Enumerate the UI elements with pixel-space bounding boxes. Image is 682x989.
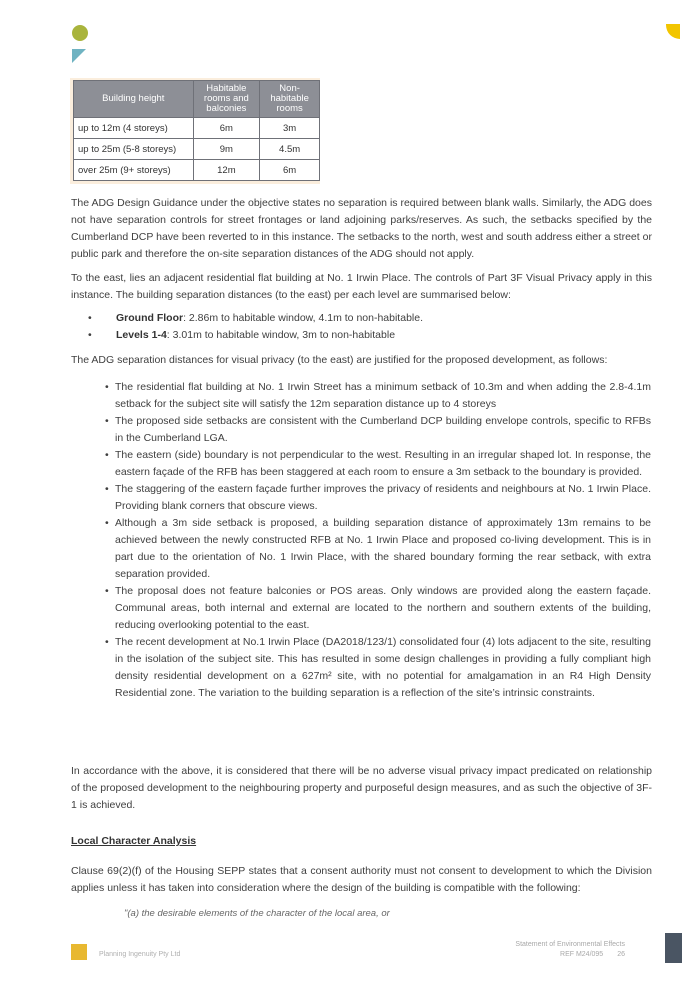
list-item-text: 3.01m to habitable window, 3m to non-habitable: [172, 329, 396, 341]
table-cell: up to 12m (4 storeys): [74, 118, 194, 139]
list-item: [88, 310, 648, 327]
quote-text: "(a) the desirable elements of the character of the local area, or: [124, 908, 390, 919]
table-cell: 9m: [193, 139, 260, 160]
list-item-label: Levels 1-4: [116, 329, 167, 341]
list-item: • The residential flat building at No. 1 Irwin Street has a minimum setback of 10.3m and when adding the 2.8-4.1m setback for the subject site will satisfy the 12m separation distance up to 4 storeys: [105, 379, 651, 413]
list-item-separator: :: [166, 329, 173, 341]
list-item-separator: :: [183, 312, 189, 324]
paragraph-clause: Clause 69(2)(f) of the Housing SEPP states that a consent authority must not consent to development to which the Division applies unless it has taken into consideration where the design of the building is compatible with the following:: [71, 865, 652, 894]
footer-bar: [665, 933, 682, 963]
decorative-triangle-icon: [72, 49, 86, 63]
table-row: [74, 139, 320, 160]
table-cell: up to 25m (5-8 storeys): [74, 139, 194, 160]
separation-table-panel: [70, 78, 320, 184]
table-header-row: [74, 81, 320, 118]
justification-list: [105, 379, 651, 702]
footer-company: Planning Ingenuity Pty Ltd: [99, 951, 181, 958]
table-header-cell: Habitable rooms and balconies: [193, 81, 260, 118]
table-row: [74, 118, 320, 139]
list-item: • The proposal does not feature balconies or POS areas. Only windows are provided along the eastern façade. Communal areas, both internal and external are located to the northern and southern extents of the building, reducing overlooking potential to the east.: [105, 583, 651, 634]
decorative-circle-icon: [72, 25, 88, 41]
table-cell: 3m: [260, 118, 320, 139]
decorative-corner-icon: [666, 24, 680, 39]
table-header-cell: Building height: [74, 81, 194, 118]
level-separation-list: [88, 310, 648, 344]
paragraph-justification-intro: The ADG separation distances for visual privacy (to the east) are justified for the proposed development, as follows:: [71, 354, 608, 366]
page-number: 26: [617, 951, 625, 958]
footer-ref: REF M24/095: [560, 951, 604, 958]
list-item-label: Ground Floor: [116, 312, 184, 324]
table-cell: over 25m (9+ storeys): [74, 160, 194, 181]
list-item: [88, 327, 648, 344]
footer-document-info: [515, 940, 625, 960]
table-cell: 6m: [193, 118, 260, 139]
table-cell: 12m: [193, 160, 260, 181]
footer-doc-title: Statement of Environmental Effects: [515, 941, 625, 948]
list-item-text: 2.86m to habitable window, 4.1m to non-habitable.: [188, 312, 423, 324]
section-heading: Local Character Analysis: [71, 835, 197, 847]
paragraph-conclusion: In accordance with the above, it is considered that there will be no adverse visual privacy impact predicated on relationship of the proposed development to the neighbouring property and purposeful design measures, and as such the objective of 3F-1 is achieved.: [71, 765, 652, 811]
table-cell: 6m: [260, 160, 320, 181]
paragraph-east-neighbour: To the east, lies an adjacent residential flat building at No. 1 Irwin Place. The controls of Part 3F Visual Privacy apply in this instance. The building separation distances (to the east) per each level are summarised below:: [71, 272, 652, 301]
separation-table: [73, 80, 320, 181]
company-logo-icon: [71, 944, 87, 960]
table-header-cell: Non-habitable rooms: [260, 81, 320, 118]
table-cell: 4.5m: [260, 139, 320, 160]
paragraph-setbacks: The ADG Design Guidance under the objective states no separation is required between blank walls. Similarly, the ADG does not have separation controls for street frontages or land adjoining parks/reserves. As such, the setbacks specified by the Cumberland DCP have been reverted to in this instance. The setbacks to the north, west and south address either a street or public park and therefore the on-site separation distances of the ADG should not apply.: [71, 197, 652, 260]
list-item: • The staggering of the eastern façade further improves the privacy of residents and neighbours at No. 1 Irwin Place. Providing blank corners that obscure views.: [105, 481, 651, 515]
list-item: • The recent development at No.1 Irwin Place (DA2018/123/1) consolidated four (4) lots adjacent to the site, resulting in the isolation of the subject site. This has resulted in some design challenges in providing a fully compliant high density residential development on a 627m² site, with no potential for amalgamation in an R4 High Density Residential zone. The variation to the building separation is a reflection of the site’s intrinsic constraints.: [105, 634, 651, 702]
list-item: • The proposed side setbacks are consistent with the Cumberland DCP building envelope controls, specific to RFBs in the Cumberland LGA.: [105, 413, 651, 447]
list-item: • Although a 3m side setback is proposed, a building separation distance of approximately 13m remains to be achieved between the newly constructed RFB at No. 1 Irwin Place and proposed co-living development. This is in part due to the orientation of No. 1 Irwin Place, with the shared boundary forming the rear setback, with extra separation provided.: [105, 515, 651, 583]
table-row: [74, 160, 320, 181]
list-item: • The eastern (side) boundary is not perpendicular to the west. Resulting in an irregular shaped lot. In response, the eastern façade of the RFB has been staggered at each room to ensure a 3m setback to the boundary is provided.: [105, 447, 651, 481]
